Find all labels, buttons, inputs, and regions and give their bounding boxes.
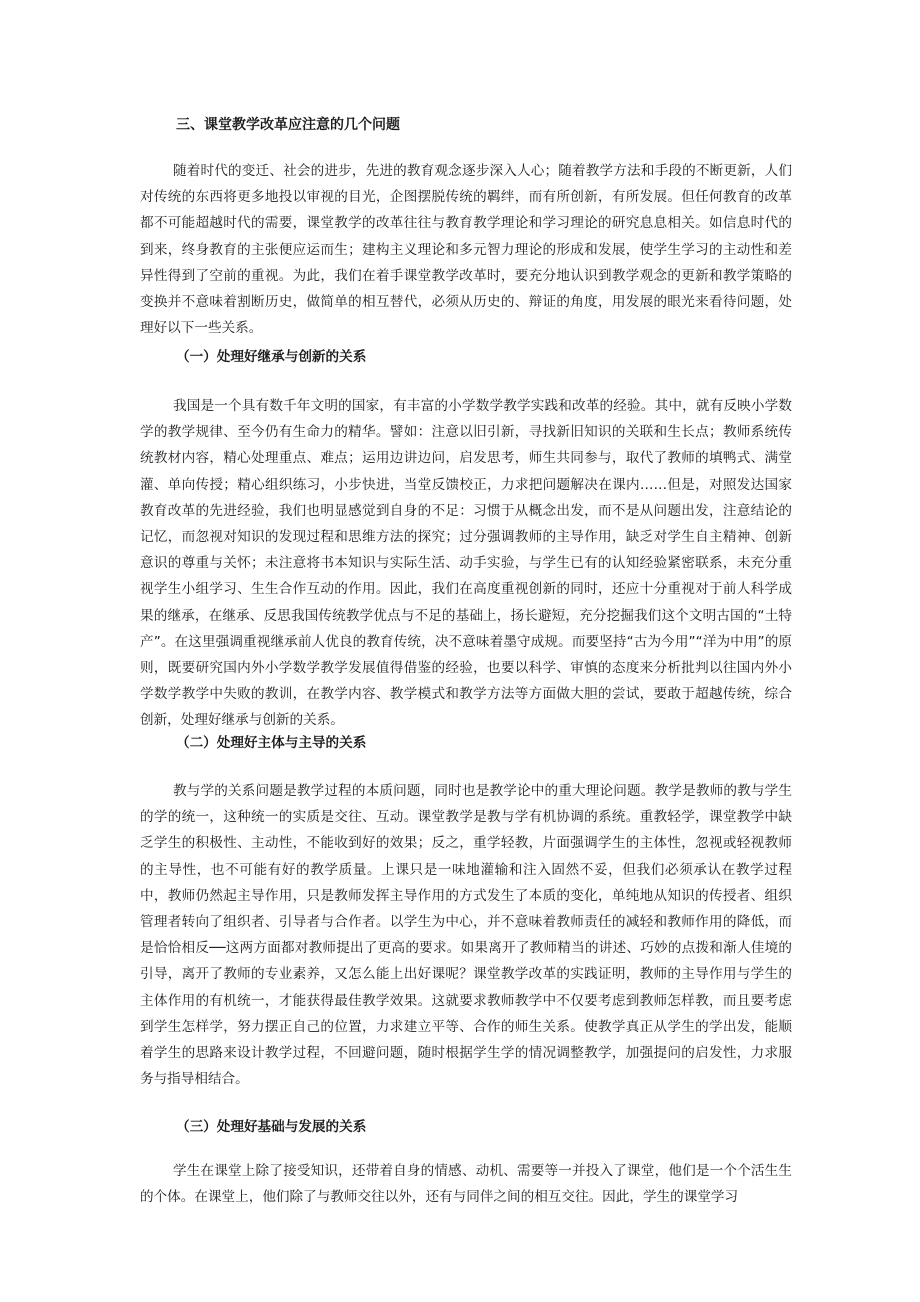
section-body-inheritance-innovation: 我国是一个具有数千年文明的国家，有丰富的小学数学教学实践和改革的经验。其中，就有反映小学数学的教学规律、至今仍有生命力的精华。譬如：注意以旧引新，寻找新旧知识的关联和生长点；教师系统传统教材内容，精心处理重点、难点；运用边讲边问，启发思考，师生共同参与，取代了教师的填鸭式、满堂灌、单向传授；精心组织练习，小步快进，当堂反馈校正，力求把问题解决在课内……但是，对照发达国家教育改革的先进经验，我们也明显感觉到自身的不足：习惯于从概念出发，而不是从问题出发，注意结论的记忆，而忽视对知识的发现过程和思维方法的探究；过分强调教师的主导作用，缺乏对学生自主精神、创新意识的尊重与关怀；未注意将书本知识与实际生活、动手实验，与学生已有的认知经验紧密联系，未充分重视学生小组学习、生生合作互动的作用。因此，我们在高度重视创新的同时，还应十分重视对于前人科学成果的继承，在继承、反思我国传统教学优点与不足的基础上，扬长避短，充分挖掘我们这个文明古国的“土特产”。在这里强调重视继承前人优良的教育传统，决不意味着墨守成规。而要坚持“古为今用”“洋为中用”的原则，既要研究国内外小学数学教学发展值得借鉴的经验，也要以科学、审慎的态度来分析批判以往国内外小学数学教学中失败的教训，在教学内容、教学模式和教学方法等方面做大胆的尝试，要敢于超越传统，综合创新，处理好继承与创新的关系。 — [140, 398, 792, 729]
section-heading-subject-guidance: （二）处理好主体与主导的关系 — [176, 735, 367, 751]
section-body-subject-guidance: 教与学的关系问题是教学过程的本质问题，同时也是教学论中的重大理论问题。教学是教师的教与学生的学的统一，这种统一的实质是交往、互动。课堂教学是教与学有机协调的系统。重教轻学，课堂教学中缺乏学生的积极性、主动性，不能收到好的效果；反之，重学轻教，片面强调学生的主体性，忽视或轻视教师的主导性，也不可能有好的教学质量。上课只是一味地灌输和注入固然不妥，但我们必须承认在教学过程中，教师仍然起主导作用，只是教师发挥主导作用的方式发生了本质的变化，单纯地从知识的传授者、组织管理者转向了组织者、引导者与合作者。以学生为中心，并不意味着教师责任的减轻和教师作用的降低，而是恰恰相反──这两方面都对教师提出了更高的要求。如果离开了教师精当的讲述、巧妙的点拨和渐人佳境的引导，离开了教师的专业素养，又怎么能上出好课呢？课堂教学改革的实践证明，教师的主导作用与学生的主体作用的有机统一，才能获得最佳教学效果。这就要求教师教学中不仅要考虑到教师怎样教，而且要考虑到学生怎样学，努力摆正自己的位置，力求建立平等、合作的师生关系。使教学真正从学生的学出发，能顺着学生的思路来设计教学过程，不回避问题，随时根据学生学的情况调整教学，加强提问的启发性，力求服务与指导相结合。 — [140, 783, 792, 1088]
document-title: 三、课堂教学改革应注意的几个问题 — [176, 117, 400, 133]
section-heading-inheritance-innovation: （一）处理好继承与创新的关系 — [176, 349, 367, 365]
section-heading-foundation-development: （三）处理好基础与发展的关系 — [176, 1119, 367, 1135]
intro-paragraph: 随着时代的变迁、社会的进步，先进的教育观念逐步深入人心；随着教学方法和手段的不断更新，人们对传统的东西将更多地投以审视的目光，企图摆脱传统的羁绊，而有所创新，有所发展。但任何教育的改革都不可能超越时代的需要，课堂教学的改革往往与教育教学理论和学习理论的研究息息相关。如信息时代的到来，终身教育的主张便应运而生；建构主义理论和多元智力理论的形成和发展，使学生学习的主动性和差异性得到了空前的重视。为此，我们在着手课堂教学改革时，要充分地认识到教学观念的更新和教学策略的变换并不意味着割断历史，做简单的相互替代，必须从历史的、辩证的角度，用发展的眼光来看待问题，处理好以下一些关系。 — [140, 163, 792, 337]
section-body-foundation-development: 学生在课堂上除了接受知识，还带着自身的情感、动机、需要等一并投入了课堂，他们是一个个活生生的个体。在课堂上，他们除了与教师交往以外，还有与同伴之间的相互交往。因此，学生的课堂学习 — [140, 1163, 792, 1206]
